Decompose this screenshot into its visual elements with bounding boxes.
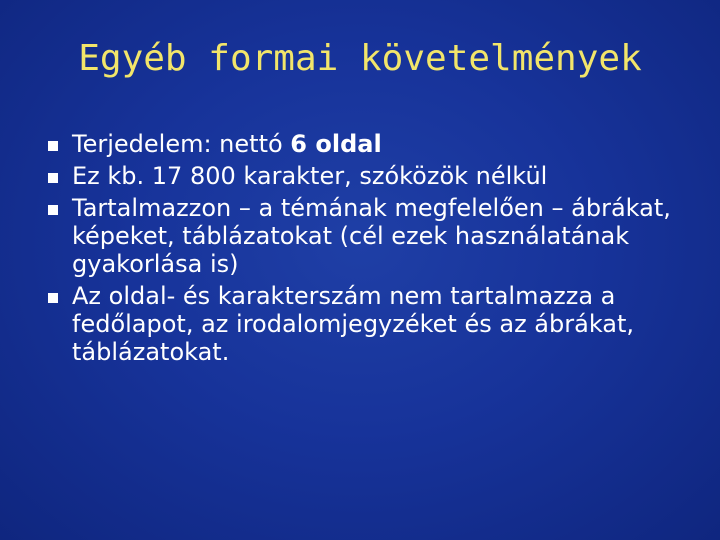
square-bullet-icon (48, 293, 58, 303)
bullet-item-1 (48, 130, 688, 158)
bullet-item-3 (48, 194, 688, 278)
bullet-text: Terjedelem: nettó (72, 130, 291, 158)
slide-title: Egyéb formai követelmények (78, 38, 642, 79)
bullet-item-4 (48, 282, 688, 366)
bullet-emphasis: 6 oldal (290, 130, 382, 158)
bullet-text: Tartalmazzon – a témának megfelelően – ábrákat, képeket, táblázatokat (cél ezek használatának gyakorlása is) (72, 194, 671, 278)
square-bullet-icon (48, 141, 58, 151)
square-bullet-icon (48, 173, 58, 183)
bullet-text: Ez kb. 17 800 karakter, szóközök nélkül (72, 162, 548, 190)
bullet-item-2 (48, 162, 688, 190)
bullet-list (48, 130, 688, 370)
square-bullet-icon (48, 205, 58, 215)
bullet-text: Az oldal- és karakterszám nem tartalmazza a fedőlapot, az irodalomjegyzéket és az ábrákat, táblázatokat. (72, 282, 635, 366)
